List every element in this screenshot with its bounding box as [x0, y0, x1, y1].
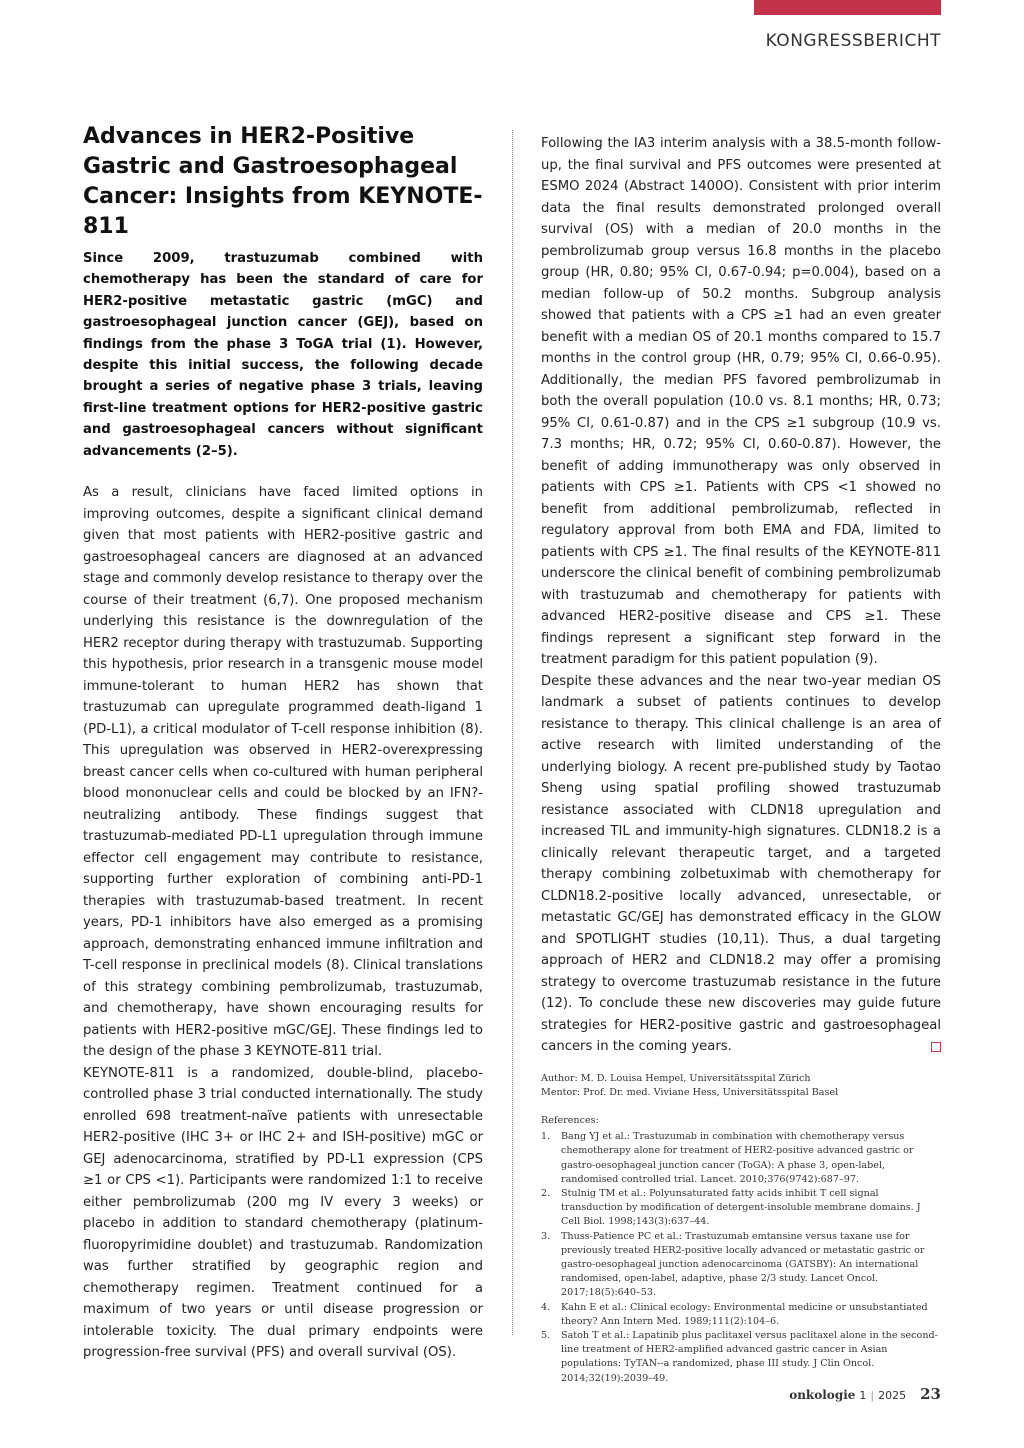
reference-number: 1.	[541, 1131, 551, 1143]
references-heading: References:	[541, 1114, 599, 1126]
section-label: KONGRESSBERICHT	[765, 31, 941, 51]
article-title: Advances in HER2-Positive Gastric and Gastroesophageal Cancer: Insights from KEYNOTE-811	[83, 124, 483, 239]
left-column	[83, 122, 483, 1364]
right-column	[541, 133, 941, 1386]
body-paragraph-text: Despite these advances and the near two-year median OS landmark a subset of patients continues to develop resistance to therapy. This clinical challenge is an area of active research with limited understanding of the underlying biology. A recent pre-published study by Taotao Sheng using spatial profiling showed trastuzumab resistance associated with CLDN18 upregulation and increased TIL and immunity-high signatures. CLDN18.2 is a clinically relevant therapeutic target, and a targeted therapy combining zolbetuximab with chemotherapy for CLDN18.2-positive locally advanced, unresectable, or metastatic GC/GEJ has demonstrated efficacy in the GLOW and SPOTLIGHT studies (10,11). Thus, a dual targeting approach of HER2 and CLDN18.2 may offer a promising strategy to overcome trastuzumab resistance in the future (12). To conclude these new discoveries may guide future strategies for HER2-positive gastric and gastroesophageal cancers in the coming years.	[541, 673, 941, 1054]
reference-item	[541, 1301, 941, 1329]
reference-item	[541, 1230, 941, 1301]
reference-text: Bang YJ et al.: Trastuzumab in combination with chemotherapy versus chemotherapy alone for treatment of HER2-positive advanced gastric or gastro-oesophageal junction cancer (ToGA): A phase 3, open-label, randomised controlled trial. Lancet. 2010;376(9742):687–97.	[561, 1131, 914, 1185]
column-divider	[512, 130, 513, 1335]
body-paragraph: Following the IA3 interim analysis with a 38.5-month follow-up, the final survival and PFS outcomes were presented at ESMO 2024 (Abstract 1400O). Consistent with prior interim data the final results demonstrated prolonged overall survival (OS) with a median of 20.0 months in the pembrolizumab group versus 16.8 months in the placebo group (HR, 0.80; 95% CI, 0.67-0.94; p=0.004), based on a median follow-up of 50.2 months. Subgroup analysis showed that patients with a CPS ≥1 had an even greater benefit with a median OS of 20.1 months compared to 15.7 months in the control group (HR, 0.79; 95% CI, 0.66-0.95). Additionally, the median PFS favored pembrolizumab in both the overall population (10.0 vs. 8.1 months; HR, 0.73; 95% CI, 0.61-0.87) and in the CPS ≥1 subgroup (10.9 vs. 7.3 months; HR, 0.72; 95% CI, 0.60-0.87). However, the benefit of adding immunotherapy was only observed in patients with CPS ≥1. Patients with CPS <1 showed no benefit from additional pembrolizumab, reflected in regulatory approval from both EMA and FDA, limited to patients with CPS ≥1. The final results of the KEYNOTE-811 underscore the clinical benefit of combining pembrolizumab with trastuzumab and chemotherapy for patients with advanced HER2-positive disease and CPS ≥1. These findings represent a significant step forward in the treatment paradigm for this patient population (9).	[541, 136, 941, 667]
issue-year: 2025	[878, 1389, 907, 1402]
reference-text: Kahn E et al.: Clinical ecology: Environmental medicine or unsubstantiated theory? Ann Intern Med. 1989;111(2):104–6.	[561, 1301, 928, 1327]
body-paragraph: As a result, clinicians have faced limited options in improving outcomes, despite a significant clinical demand given that most patients with HER2-positive gastric and gastroesophageal cancers are diagnosed at an advanced stage and commonly develop resistance to therapy over the course of their treatment (6,7). One proposed mechanism underlying this resistance is the downregulation of the HER2 receptor during therapy with trastuzumab. Supporting this hypothesis, prior research in a transgenic mouse model immune-tolerant to human HER2 has shown that trastuzumab can upregulate programmed death-ligand 1 (PD-L1), a critical modulator of T-cell response inhibition (8). This upregulation was observed in HER2-overexpressing breast cancer cells when co-cultured with human peripheral blood mononuclear cells and could be blocked by an IFN?-neutralizing antibody. These findings suggest that trastuzumab-mediated PD-L1 upregulation through immune effector cell engagement may contribute to resistance, supporting further exploration of combining anti-PD-1 therapies with trastuzumab-based treatment. In recent years, PD-1 inhibitors have also emerged as a promising approach, demonstrating enhanced immune infiltration and T-cell response in preclinical models (8). Clinical translations of this strategy combining pembrolizumab, trastuzumab, and chemotherapy, have shown encouraging results for patients with HER2-positive mGC/GEJ. These findings led to the design of the phase 3 KEYNOTE-811 trial.	[83, 485, 483, 1060]
footer-separator: |	[870, 1389, 875, 1402]
reference-item	[541, 1187, 941, 1230]
reference-number: 4.	[541, 1301, 551, 1313]
reference-text: Stulnig TM et al.: Polyunsaturated fatty acids inhibit T cell signal transduction by modification of detergent-insoluble membrane domains. J Cell Biol. 1998;143(3):637–44.	[561, 1187, 921, 1228]
header-accent-bar	[754, 0, 941, 15]
author-line: Author: M. D. Louisa Hempel, Universitätsspital Zürich	[541, 1072, 811, 1084]
end-of-article-icon	[931, 1042, 941, 1052]
reference-text: Thuss-Patience PC et al.: Trastuzumab emtansine versus taxane use for previously treated HER2-positive locally advanced or metastatic gastric or gastro-oesophageal junction adenocarcinoma (GATSBY): An international randomised, open-label, adaptive, phase 2/3 study. Lancet Oncol. 2017;18(5):640–53.	[561, 1230, 925, 1299]
body-paragraph: KEYNOTE-811 is a randomized, double-blind, placebo-controlled phase 3 trial conducted internationally. The study enrolled 698 treatment-naïve patients with unresectable HER2-positive (IHC 3+ or IHC 2+ and ISH-positive) mGC or GEJ adenocarcinoma, stratified by PD-L1 expression (CPS ≥1 or CPS <1). Participants were randomized 1:1 to receive either pembrolizumab (200 mg IV every 3 weeks) or placebo in addition to standard chemotherapy (platinum-fluoropyrimidine doublet) and trastuzumab. Randomization was further stratified by geographic region and chemotherapy regimen. Treatment continued for a maximum of two years or until disease progression or intolerable toxicity. The dual primary endpoints were progression-free survival (PFS) and overall survival (OS).	[83, 1065, 483, 1361]
journal-name: onkologie	[789, 1388, 856, 1402]
credits	[541, 1072, 941, 1100]
reference-item	[541, 1329, 941, 1386]
references-list	[541, 1130, 941, 1386]
body-paragraph-last	[541, 671, 941, 1058]
reference-number: 3.	[541, 1230, 551, 1242]
article-lead: Since 2009, trastuzumab combined with chemotherapy has been the standard of care for HER2-positive metastatic gastric (mGC) and gastroesophageal junction cancer (GEJ), based on findings from the phase 3 ToGA trial (1). However, despite this initial success, the following decade brought a series of negative phase 3 trials, leaving first-line treatment options for HER2-positive gastric and gastroesophageal cancers without significant advancements (2–5).	[83, 251, 483, 459]
page-number: 23	[920, 1385, 941, 1403]
mentor-line: Mentor: Prof. Dr. med. Viviane Hess, Universitätsspital Basel	[541, 1086, 839, 1098]
reference-number: 2.	[541, 1187, 551, 1199]
issue-number: 1	[859, 1389, 867, 1402]
reference-number: 5.	[541, 1329, 551, 1341]
page-footer	[789, 1385, 941, 1403]
reference-text: Satoh T et al.: Lapatinib plus paclitaxel versus paclitaxel alone in the second-line treatment of HER2-amplified advanced gastric cancer in Asian populations: TyTAN--a randomized, phase III study. J Clin Oncol. 2014;32(19):2039–49.	[561, 1329, 938, 1384]
reference-item	[541, 1130, 941, 1187]
